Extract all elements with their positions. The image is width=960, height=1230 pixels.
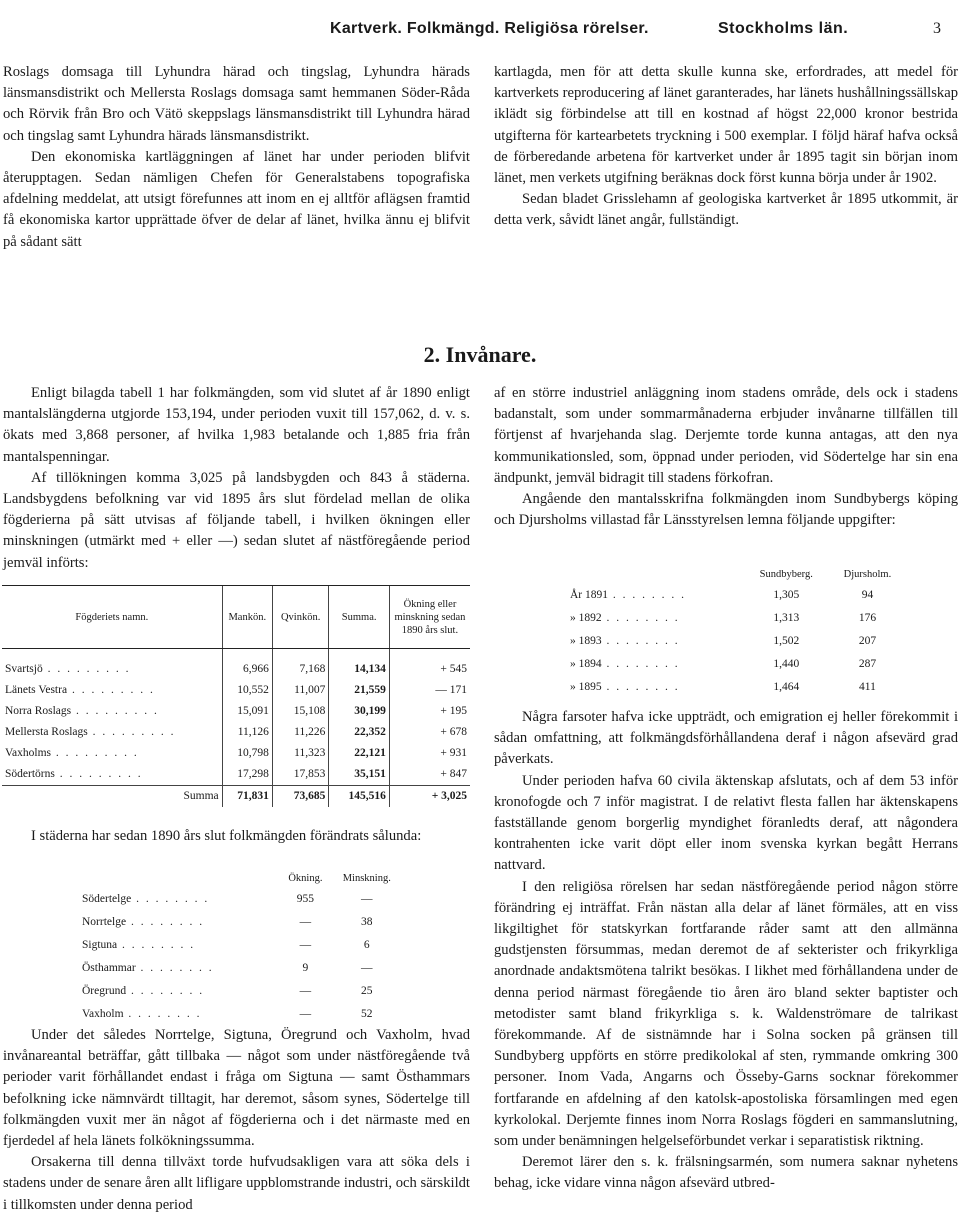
sum-cell: 14,134 — [329, 659, 390, 680]
total-row — [2, 786, 470, 808]
sum-cell: 35,151 — [329, 764, 390, 786]
female-cell: 15,108 — [272, 701, 328, 722]
female-cell: 7,168 — [272, 659, 328, 680]
table-row — [80, 1003, 400, 1026]
leader-dots: . . . . . . . . — [117, 939, 196, 951]
decrease-cell: 6 — [363, 939, 370, 951]
djursholm-cell: 411 — [859, 681, 876, 693]
table-row — [80, 980, 400, 1003]
male-cell: 11,126 — [222, 722, 272, 743]
decrease-cell: 25 — [361, 985, 373, 997]
increase-cell: — — [299, 939, 312, 951]
fogderi-name-cell — [2, 764, 222, 786]
city-name: Södertelge — [82, 893, 132, 905]
paragraph: I städerna har sedan 1890 års slut folkmängden förändrats sålunda: — [31, 828, 422, 844]
fogderi-name-cell — [2, 722, 222, 743]
paragraph: Sedan bladet Grisslehamn af geologiska kartverket år 1895 utkommit, är detta verk, såvidt länet angår, fullständigt. — [494, 191, 958, 229]
cities-intro — [3, 826, 470, 847]
leader-dots: . . . . . . . . . — [67, 684, 155, 696]
decrease-cell: — — [361, 962, 373, 974]
city-name: Öregrund — [82, 985, 127, 997]
year-label: År 1891 — [570, 589, 609, 601]
paragraph: Några farsoter hafva icke uppträdt, och emigration ej heller förekommit i sådan omfattning, att folkmängdsförhållandena deraf i någon afsevärd grad påverkats. — [494, 709, 958, 768]
year-cell — [568, 676, 746, 699]
header-cell: Mankön. — [222, 586, 272, 649]
city-name: Östhammar — [82, 962, 136, 974]
header-cell: Ökning. — [288, 873, 323, 884]
djursholm-cell: 207 — [858, 635, 877, 647]
header-cell: Fögderiets namn. — [2, 586, 222, 649]
sundbyberg-cell: 1,313 — [773, 612, 800, 624]
paragraph: Under perioden hafva 60 civila äktenskap afslutats, och af dem 53 inför kronofogde och 7 inför magistrat. I de relativt flesta fallen har äktenskapens fastställande genom borgerlig myndighet föranledts deraf, att någondera kontrahenten icke varit döpt eller inom svenska kyrkan begått Herrans nattvard. — [494, 772, 958, 874]
year-cell — [568, 653, 746, 676]
city-name-cell — [80, 1003, 277, 1026]
paragraph: Angående den mantalsskrifna folkmängden inom Sundbybergs köping och Djursholms villastad får Länsstyrelsen lemna följande uppgifter: — [494, 491, 958, 529]
leader-dots: . . . . . . . . — [601, 658, 680, 670]
leader-dots: . . . . . . . . — [123, 1008, 202, 1020]
leader-dots: . . . . . . . . — [601, 635, 680, 647]
male-cell: 10,552 — [222, 680, 272, 701]
year-cell — [568, 607, 746, 630]
leader-dots: . . . . . . . . . — [42, 663, 131, 675]
sundbyberg-cell: 1,305 — [773, 589, 800, 601]
change-cell: + 545 — [389, 659, 470, 680]
leader-dots: . . . . . . . . . — [87, 726, 176, 738]
city-name-cell — [80, 934, 277, 957]
female-cell: 11,323 — [272, 743, 328, 764]
fogderi-name: Svartsjö — [5, 663, 43, 675]
table-row — [80, 911, 400, 934]
table-row — [80, 957, 400, 980]
decrease-cell: 38 — [361, 916, 373, 928]
header-cell: Djursholm. — [843, 569, 892, 580]
fogderi-name-cell — [2, 701, 222, 722]
fogderi-name: Länets Vestra — [5, 684, 68, 696]
table-row — [568, 584, 908, 607]
table-row — [2, 722, 470, 743]
page-number: 3 — [933, 20, 941, 37]
left-bottom-column — [3, 1025, 470, 1216]
leader-dots: . . . . . . . . — [601, 612, 680, 624]
left-mid-column — [3, 383, 470, 574]
paragraph: Roslags domsaga till Lyhundra härad och tingslag, Lyhundra härads länsmansdistrikt och Mellersta Roslags domsaga samt hemmanen Söder-Råda och Rörvik från Bro och Vätö skeppslags länsmansdistrikt till Lyhundra härad och tingslag samt Lyhundra härads länsmansdistrikt. — [3, 64, 470, 144]
year-label: » 1892 — [570, 612, 602, 624]
table-row — [80, 934, 400, 957]
table-row — [2, 680, 470, 701]
fogderi-name: Norra Roslags — [5, 705, 72, 717]
change-cell: + 678 — [389, 722, 470, 743]
year-label: » 1893 — [570, 635, 602, 647]
right-mid-column — [494, 383, 958, 531]
leader-dots: . . . . . . . . . — [71, 705, 159, 717]
table-row — [568, 676, 908, 699]
djursholm-cell: 176 — [858, 612, 877, 624]
increase-cell: 9 — [302, 962, 309, 974]
table-row — [2, 701, 470, 722]
city-name-cell — [80, 888, 277, 911]
male-cell: 10,798 — [222, 743, 272, 764]
male-cell: 6,966 — [222, 659, 272, 680]
paragraph: Den ekonomiska kartläggningen af länet har under perioden blifvit återupptagen. Sedan nämligen Chefen för Generalstabens topografiska afdelning meddelat, att utsigt förefunnes att inom en ej alltför aflägsen framtid få ekonomiska kartor upprättade öfver de delar af länet, hvilka ännu ej blifvit på sådant sätt — [3, 148, 470, 250]
change-cell: — 171 — [389, 680, 470, 701]
increase-cell: — — [299, 1008, 312, 1020]
female-cell: 17,853 — [272, 764, 328, 786]
total-female: 73,685 — [272, 786, 328, 808]
change-cell: + 931 — [389, 743, 470, 764]
header-cell: Qvinkön. — [272, 586, 328, 649]
paragraph: Af tillökningen komma 3,025 på landsbygden och 843 å städerna. Landsbygdens befolkning var vid 1895 års slut fördelad mellan de olika fögderierna på sätt utvisas af följande tabell, i hvilken ökningen eller minskningen (utmärkt med + eller —) sedan slutet af nästföregående period jemväl införts: — [3, 469, 470, 571]
female-cell: 11,226 — [272, 722, 328, 743]
male-cell: 15,091 — [222, 701, 272, 722]
city-name-cell — [80, 911, 277, 934]
fogderi-name: Södertörns — [5, 768, 55, 780]
fogderi-name-cell — [2, 743, 222, 764]
header-cell: Summa. — [329, 586, 390, 649]
table-row — [2, 659, 470, 680]
city-name: Sigtuna — [82, 939, 118, 951]
year-cell — [568, 584, 746, 607]
table-row — [2, 764, 470, 786]
city-name-cell — [80, 957, 277, 980]
sundbyberg-cell: 1,502 — [773, 635, 800, 647]
change-cell: + 847 — [389, 764, 470, 786]
paragraph: af en större industriel anläggning inom stadens område, dels ock i stadens badanstalt, som under sommarmånaderna erbjuder invånarne tillfällen till förtjenst af hvarjehanda slag. Derjemte torde kunna antagas, att den nya kommunikationsled, som, öppnad under perioden, vid Södertelge har sin ena ändpunkt, jemväl bidragit till stadens förkofran. — [494, 385, 958, 486]
total-sum: 145,516 — [329, 786, 390, 808]
paragraph: Under det således Norrtelge, Sigtuna, Öregrund och Vaxholm, hvad invånareantal beträffar, gått tillbaka — något som under nästföregående två perioder varit förhållandet endast i fråga om Sigtuna — samt Östhammars befolkning icke nämnvärdt tilltagit, har deremot, såsom synes, Södertelge till folkmängden vuxit mer än något af fögderierna och i det närmaste med en fjerdedel af hela länets folkökningssumma. — [3, 1027, 470, 1150]
fogderi-name-cell — [2, 680, 222, 701]
table-row — [2, 743, 470, 764]
total-male: 71,831 — [222, 786, 272, 808]
table-row — [568, 607, 908, 630]
change-cell: + 195 — [389, 701, 470, 722]
sum-cell: 21,559 — [329, 680, 390, 701]
header-cell: Ökning eller minskning sedan 1890 års slut. — [389, 586, 470, 649]
djursholm-cell: 94 — [861, 589, 874, 601]
female-cell: 11,007 — [272, 680, 328, 701]
leader-dots: . . . . . . . . — [131, 893, 210, 905]
page-header — [0, 20, 960, 46]
increase-cell: — — [299, 985, 312, 997]
paragraph: Orsakerna till denna tillväxt torde hufvudsakligen vara att söka dels i stadens under de senare åren allt lifligare uppblomstrande industri, och särskildt i tillkomsten under denna period — [3, 1154, 470, 1213]
city-name: Vaxholm — [82, 1008, 124, 1020]
paragraph: Deremot lärer den s. k. frälsningsarmén, som numera saknar nyhetens behag, icke vidare vinna någon afsevärd utbred- — [494, 1154, 958, 1192]
leader-dots: . . . . . . . . — [126, 916, 205, 928]
right-bottom-column — [494, 707, 958, 1195]
paragraph: I den religiösa rörelsen har sedan nästföregående period någon större förändring ej inträffat. Från nästan alla delar af länet förmäles, att en viss likgiltighet för statskyrkan fortfarande råder samt att den allmänna gudstjensten försummas, medan deremot de af sekterister och frikyrkliga anordnade andaktsmötena talrikt besökas. I likhet med förhållandena under de denna period närmast föregående tio åren äro bland sekter baptister och metodister samt bland frikyrkliga s. k. Waldenströmare de talrikast förekommande. Af de sistnämnde har i Solna socken på gränsen till Sundbyberg uppförts en större predikolokal af sten, rymmande omkring 300 personer. Inom Vada, Angarns och Össeby-Garns socknar förekommer fortfarande en afdelning af den katolsk-apostoliska församlingen med egen kyrkolokal. Derjemte finnes inom Norra Roslags fögderi en sammanslutning, som under benämningen helgelseförbundet verkar i separatistisk riktning. — [494, 878, 958, 1150]
increase-cell: 955 — [296, 893, 314, 905]
leader-dots: . . . . . . . . — [601, 681, 680, 693]
djursholm-cell: 287 — [858, 658, 877, 670]
sundbyberg-cell: 1,464 — [773, 681, 800, 693]
header-cell: Minskning. — [342, 873, 391, 884]
fogderi-name-cell — [2, 659, 222, 680]
decrease-cell: 52 — [361, 1008, 373, 1020]
fogderi-name: Vaxholms — [5, 747, 51, 759]
sum-cell: 22,121 — [329, 743, 390, 764]
total-change: + 3,025 — [389, 786, 470, 808]
running-title: Kartverk. Folkmängd. Religiösa rörelser. — [330, 20, 649, 37]
table-row — [80, 888, 400, 911]
paragraph: kartlagda, men för att detta skulle kunna ske, erfordrades, att medel för kartverkets reproducering af länet garanterades, har länets hushållningssällskap iklädt sig förbindelse att till en kostnad af högst 22,000 kronor bestrida utgifterna för kartearbetets tryckning i 500 exemplar. I följd häraf hafva också de förberedande arbetena för kartverket under år 1895 tagit sin början inom länet, men verkets utgifning beräknas dock först kunna börja under år 1902. — [494, 64, 958, 187]
leader-dots: . . . . . . . . . — [54, 768, 143, 780]
male-cell: 17,298 — [222, 764, 272, 786]
right-top-column — [494, 62, 958, 232]
table-row — [568, 630, 908, 653]
city-name-cell — [80, 980, 277, 1003]
total-label: Summa — [2, 786, 222, 808]
table-row — [568, 653, 908, 676]
cities-table — [80, 870, 400, 1026]
leader-dots: . . . . . . . . — [608, 589, 687, 601]
year-label: » 1895 — [570, 681, 602, 693]
leader-dots: . . . . . . . . . — [51, 747, 139, 759]
decrease-cell: — — [361, 893, 373, 905]
city-name: Norrtelge — [82, 916, 127, 928]
sum-cell: 22,352 — [329, 722, 390, 743]
header-cell: Sundbyberg. — [759, 569, 813, 580]
section-title: 2. Invånare. — [423, 342, 537, 367]
increase-cell: — — [299, 916, 312, 928]
county-title: Stockholms län. — [718, 20, 849, 37]
leader-dots: . . . . . . . . — [126, 985, 205, 997]
sundbyberg-cell: 1,440 — [773, 658, 800, 670]
fogderi-name: Mellersta Roslags — [5, 726, 88, 738]
year-cell — [568, 630, 746, 653]
sum-cell: 30,199 — [329, 701, 390, 722]
left-top-column — [3, 62, 470, 253]
population-table — [2, 585, 470, 807]
sundbyberg-djursholm-table — [568, 566, 908, 699]
year-label: » 1894 — [570, 658, 602, 670]
paragraph: Enligt bilagda tabell 1 har folkmängden, som vid slutet af år 1890 enligt mantalslängderna utgjorde 153,194, under perioden vuxit till 157,062, d. v. s. ökats med 3,868 personer, af hvilka 1,983 betalande och 1,885 fria från mantalspenningar. — [3, 385, 470, 465]
leader-dots: . . . . . . . . — [135, 962, 214, 974]
